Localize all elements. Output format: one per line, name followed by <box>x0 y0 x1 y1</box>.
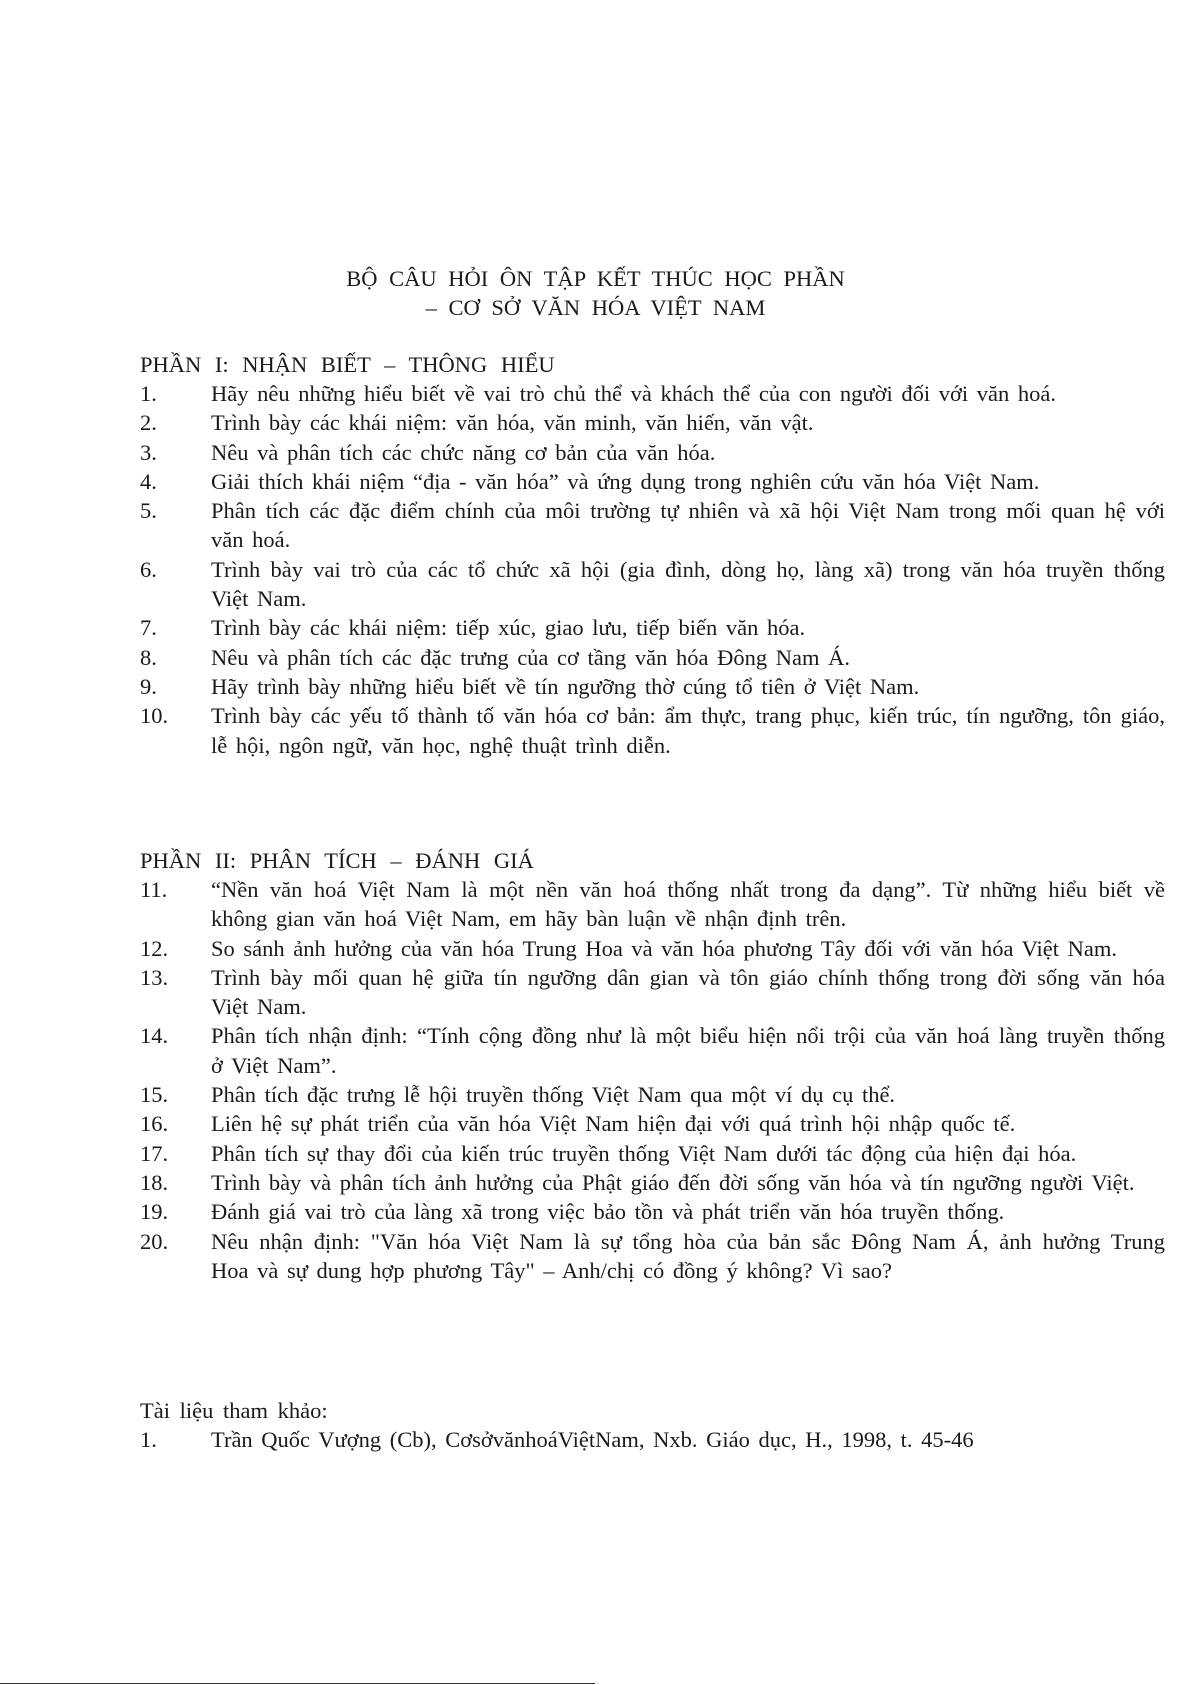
question-item <box>140 467 1165 496</box>
question-number: 19. <box>140 1199 169 1225</box>
question-number: 13. <box>140 964 169 990</box>
question-text: Phân tích nhận định: “Tính cộng đồng như là một biểu hiện nổi trội của văn hoá làng truyền thống ở Việt Nam”. <box>211 1023 1165 1078</box>
question-number: 14. <box>140 1023 169 1049</box>
references-heading: Tài liệu tham khảo: <box>140 1398 328 1423</box>
question-item <box>140 875 1165 934</box>
question-number: 18. <box>140 1169 169 1195</box>
question-number: 20. <box>140 1228 169 1254</box>
question-item <box>140 496 1165 555</box>
question-item <box>140 963 1165 1022</box>
question-text: Hãy nêu những hiểu biết về vai trò chủ thể và khách thể của con người đối với văn hoá. <box>211 381 1056 406</box>
question-text: So sánh ảnh hưởng của văn hóa Trung Hoa và văn hóa phương Tây đối với văn hóa Việt Nam. <box>211 935 1118 961</box>
question-text: Phân tích các đặc điểm chính của môi trường tự nhiên và xã hội Việt Nam trong mối quan hệ với văn hoá. <box>211 498 1165 553</box>
question-text: “Nền văn hoá Việt Nam là một nền văn hoá thống nhất trong đa dạng”. Từ những hiểu biết về không gian văn hoá Việt Nam, em hãy bàn luận về nhận định trên. <box>211 877 1165 932</box>
question-item <box>140 438 1165 467</box>
question-number: 16. <box>140 1111 169 1137</box>
question-text: Trình bày các yếu tố thành tố văn hóa cơ bản: ẩm thực, trang phục, kiến trúc, tín ngưỡng, tôn giáo, lễ hội, ngôn ngữ, văn học, nghệ thuật trình diễn. <box>211 703 1165 758</box>
question-item <box>140 555 1165 614</box>
question-number: 2. <box>140 410 157 436</box>
question-text: Trình bày vai trò của các tổ chức xã hội (gia đình, dòng họ, làng xã) trong văn hóa truyền thống Việt Nam. <box>211 556 1165 612</box>
question-number: 5. <box>140 498 157 524</box>
question-text: Đánh giá vai trò của làng xã trong việc bảo tồn và phát triển văn hóa truyền thống. <box>211 1199 1005 1225</box>
question-item <box>140 934 1165 963</box>
question-number: 9. <box>140 673 157 699</box>
question-text: Nêu và phân tích các đặc trưng của cơ tầng văn hóa Đông Nam Á. <box>211 644 850 670</box>
question-text: Hãy trình bày những hiểu biết về tín ngưỡng thờ cúng tổ tiên ở Việt Nam. <box>211 673 920 699</box>
question-text: Trình bày các khái niệm: văn hóa, văn minh, văn hiến, văn vật. <box>211 410 814 436</box>
question-number: 7. <box>140 615 157 641</box>
question-text: Liên hệ sự phát triển của văn hóa Việt Nam hiện đại với quá trình hội nhập quốc tế. <box>211 1111 1016 1137</box>
question-item <box>140 613 1165 642</box>
question-item <box>140 1080 1165 1109</box>
question-text: Phân tích đặc trưng lễ hội truyền thống Việt Nam qua một ví dụ cụ thể. <box>211 1082 896 1108</box>
question-number: 10. <box>140 703 169 729</box>
question-number: 3. <box>140 439 157 465</box>
question-text: Nêu và phân tích các chức năng cơ bản của văn hóa. <box>211 439 716 465</box>
question-number: 11. <box>140 877 168 902</box>
question-number: 15. <box>140 1082 169 1108</box>
question-number: 12. <box>140 935 169 961</box>
reference-number: 1. <box>140 1427 157 1452</box>
question-item <box>140 1197 1165 1226</box>
question-item <box>140 379 1165 408</box>
footer-divider <box>0 1683 595 1684</box>
section-2-question-list <box>140 875 1165 1285</box>
question-text: Trình bày và phân tích ảnh hưởng của Phật giáo đến đời sống văn hóa và tín ngưỡng người Việt. <box>211 1169 1135 1195</box>
question-item <box>140 1227 1165 1286</box>
section-2-heading: PHẦN II: PHÂN TÍCH – ĐÁNH GIÁ <box>140 848 534 873</box>
question-number: 6. <box>140 556 157 582</box>
reference-text: Trần Quốc Vượng (Cb), CơsởvănhoáViệtNam, Nxb. Giáo dục, H., 1998, t. 45-46 <box>211 1427 974 1452</box>
question-text: Giải thích khái niệm “địa - văn hóa” và ứng dụng trong nghiên cứu văn hóa Việt Nam. <box>211 468 1040 494</box>
question-number: 17. <box>140 1140 169 1166</box>
question-number: 4. <box>140 468 157 494</box>
question-number: 1. <box>140 381 157 406</box>
question-item <box>140 408 1165 437</box>
title-line-2: – CƠ SỞ VĂN HÓA VIỆT NAM <box>425 295 766 320</box>
section-1-question-list <box>140 379 1165 760</box>
question-item <box>140 1109 1165 1138</box>
question-number: 8. <box>140 644 157 670</box>
question-text: Trình bày mối quan hệ giữa tín ngưỡng dân gian và tôn giáo chính thống trong đời sống văn hóa Việt Nam. <box>211 964 1165 1020</box>
page-title <box>0 264 1191 322</box>
question-item <box>140 672 1165 701</box>
question-item <box>140 1021 1165 1080</box>
question-item <box>140 701 1165 760</box>
references-list <box>140 1425 1100 1454</box>
title-line-1: BỘ CÂU HỎI ÔN TẬP KẾT THÚC HỌC PHẦN <box>346 266 845 291</box>
question-text: Phân tích sự thay đổi của kiến trúc truyền thống Việt Nam dưới tác động của hiện đại hóa. <box>211 1140 1077 1166</box>
section-1-heading: PHẦN I: NHẬN BIẾT – THÔNG HIỂU <box>140 352 555 377</box>
question-item <box>140 1139 1165 1168</box>
question-item <box>140 643 1165 672</box>
question-item <box>140 1168 1165 1197</box>
question-text: Nêu nhận định: "Văn hóa Việt Nam là sự tổng hòa của bản sắc Đông Nam Á, ảnh hưởng Trung Hoa và sự dung hợp phương Tây" – Anh/chị có đồng ý không? Vì sao? <box>211 1228 1165 1283</box>
question-text: Trình bày các khái niệm: tiếp xúc, giao lưu, tiếp biến văn hóa. <box>211 615 806 641</box>
reference-item <box>140 1425 1100 1454</box>
